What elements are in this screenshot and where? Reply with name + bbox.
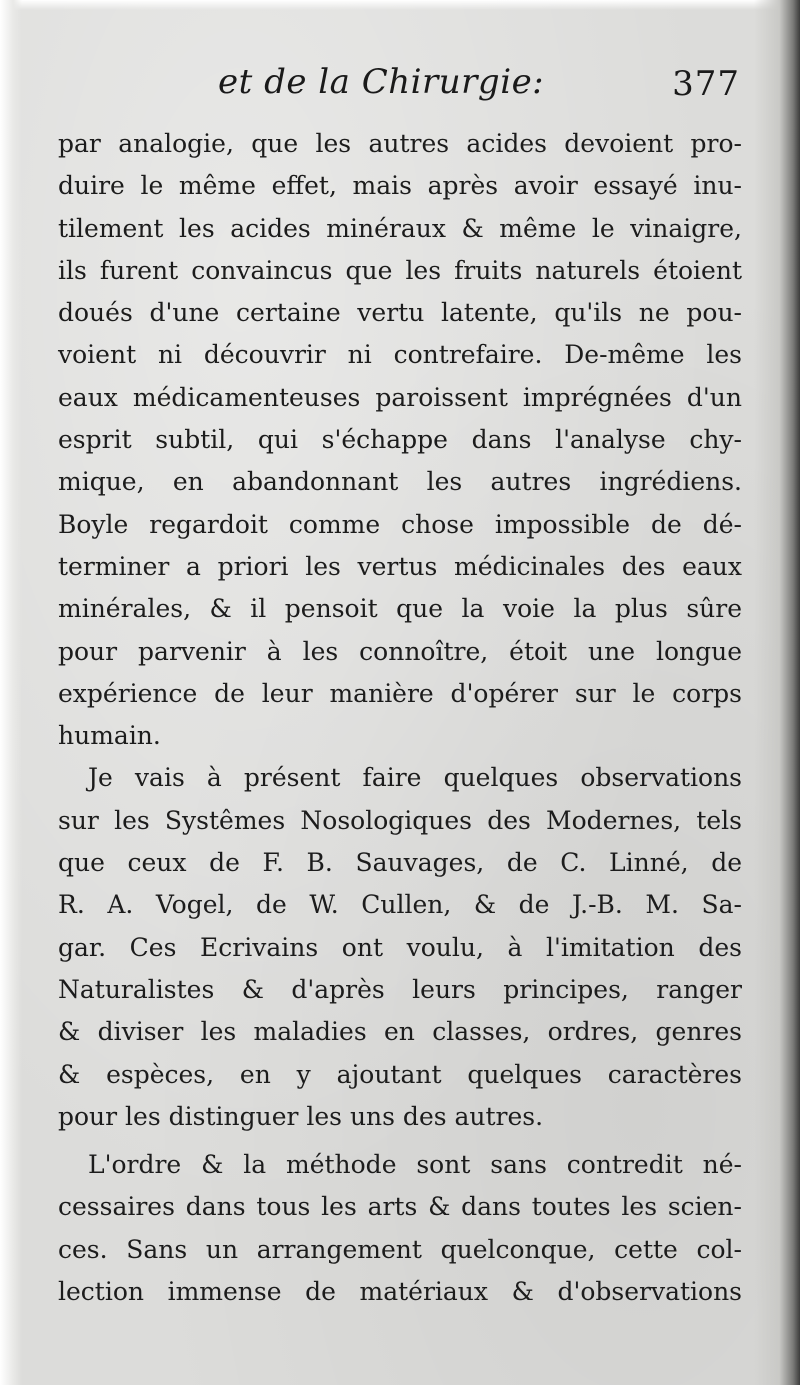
page-number: 377	[672, 64, 740, 104]
text-line: pour parvenir à les connoître, étoit une longue	[58, 636, 742, 666]
text-line: que ceux de F. B. Sauvages, de C. Linné, de	[58, 848, 742, 878]
text-line: gar. Ces Ecrivains ont voulu, à l'imitation des	[58, 932, 742, 962]
text-line: expérience de leur manière d'opérer sur le corps	[58, 678, 742, 708]
text-line: & diviser les maladies en classes, ordres, genres	[58, 1017, 742, 1047]
text-line: & espèces, en y ajoutant quelques caractères	[58, 1059, 742, 1089]
text-line: mique, en abandonnant les autres ingrédiens.	[58, 467, 742, 497]
text-line: humain.	[58, 721, 161, 751]
text-line: tilement les acides minéraux & même le vinaigre,	[58, 213, 742, 243]
text-line: Je vais à présent faire quelques observations	[88, 763, 742, 793]
text-line: R. A. Vogel, de W. Cullen, & de J.-B. M. Sa-	[58, 890, 742, 920]
page-top-edge	[0, 0, 800, 10]
text-line: terminer a priori les vertus médicinales des eaux	[58, 551, 742, 581]
text-line: sur les Systêmes Nosologiques des Modernes, tels	[58, 805, 742, 835]
text-line: L'ordre & la méthode sont sans contredit né-	[88, 1150, 742, 1180]
text-line: ils furent convaincus que les fruits naturels étoient	[58, 255, 742, 285]
text-line: par analogie, que les autres acides devoient pro-	[58, 129, 742, 158]
text-line: voient ni découvrir ni contrefaire. De-même les	[58, 340, 742, 370]
text-line: doués d'une certaine vertu latente, qu'ils ne pou-	[58, 298, 742, 328]
text-line: Boyle regardoit comme chose impossible de dé-	[58, 509, 742, 539]
text-line: pour les distinguer les uns des autres.	[58, 1101, 544, 1131]
text-line: cessaires dans tous les arts & dans toutes les scien-	[58, 1192, 742, 1222]
text-line: lection immense de matériaux & d'observations	[58, 1277, 742, 1307]
text-line: eaux médicamenteuses paroissent imprégnées d'un	[58, 382, 742, 412]
running-head	[58, 62, 742, 124]
text-line: esprit subtil, qui s'échappe dans l'analyse chy-	[58, 425, 742, 455]
text-line: minérales, & il pensoit que la voie la plus sûre	[58, 594, 742, 624]
body-text	[58, 123, 742, 1313]
running-head-title: et de la Chirurgie:	[218, 62, 545, 102]
text-line: duire le même effet, mais après avoir essayé inu-	[58, 171, 742, 201]
page-left-edge	[0, 0, 22, 1385]
text-line: Naturalistes & d'après leurs principes, ranger	[58, 974, 742, 1004]
page-binding-shadow	[754, 0, 800, 1385]
text-line: ces. Sans un arrangement quelconque, cette col-	[58, 1234, 742, 1264]
